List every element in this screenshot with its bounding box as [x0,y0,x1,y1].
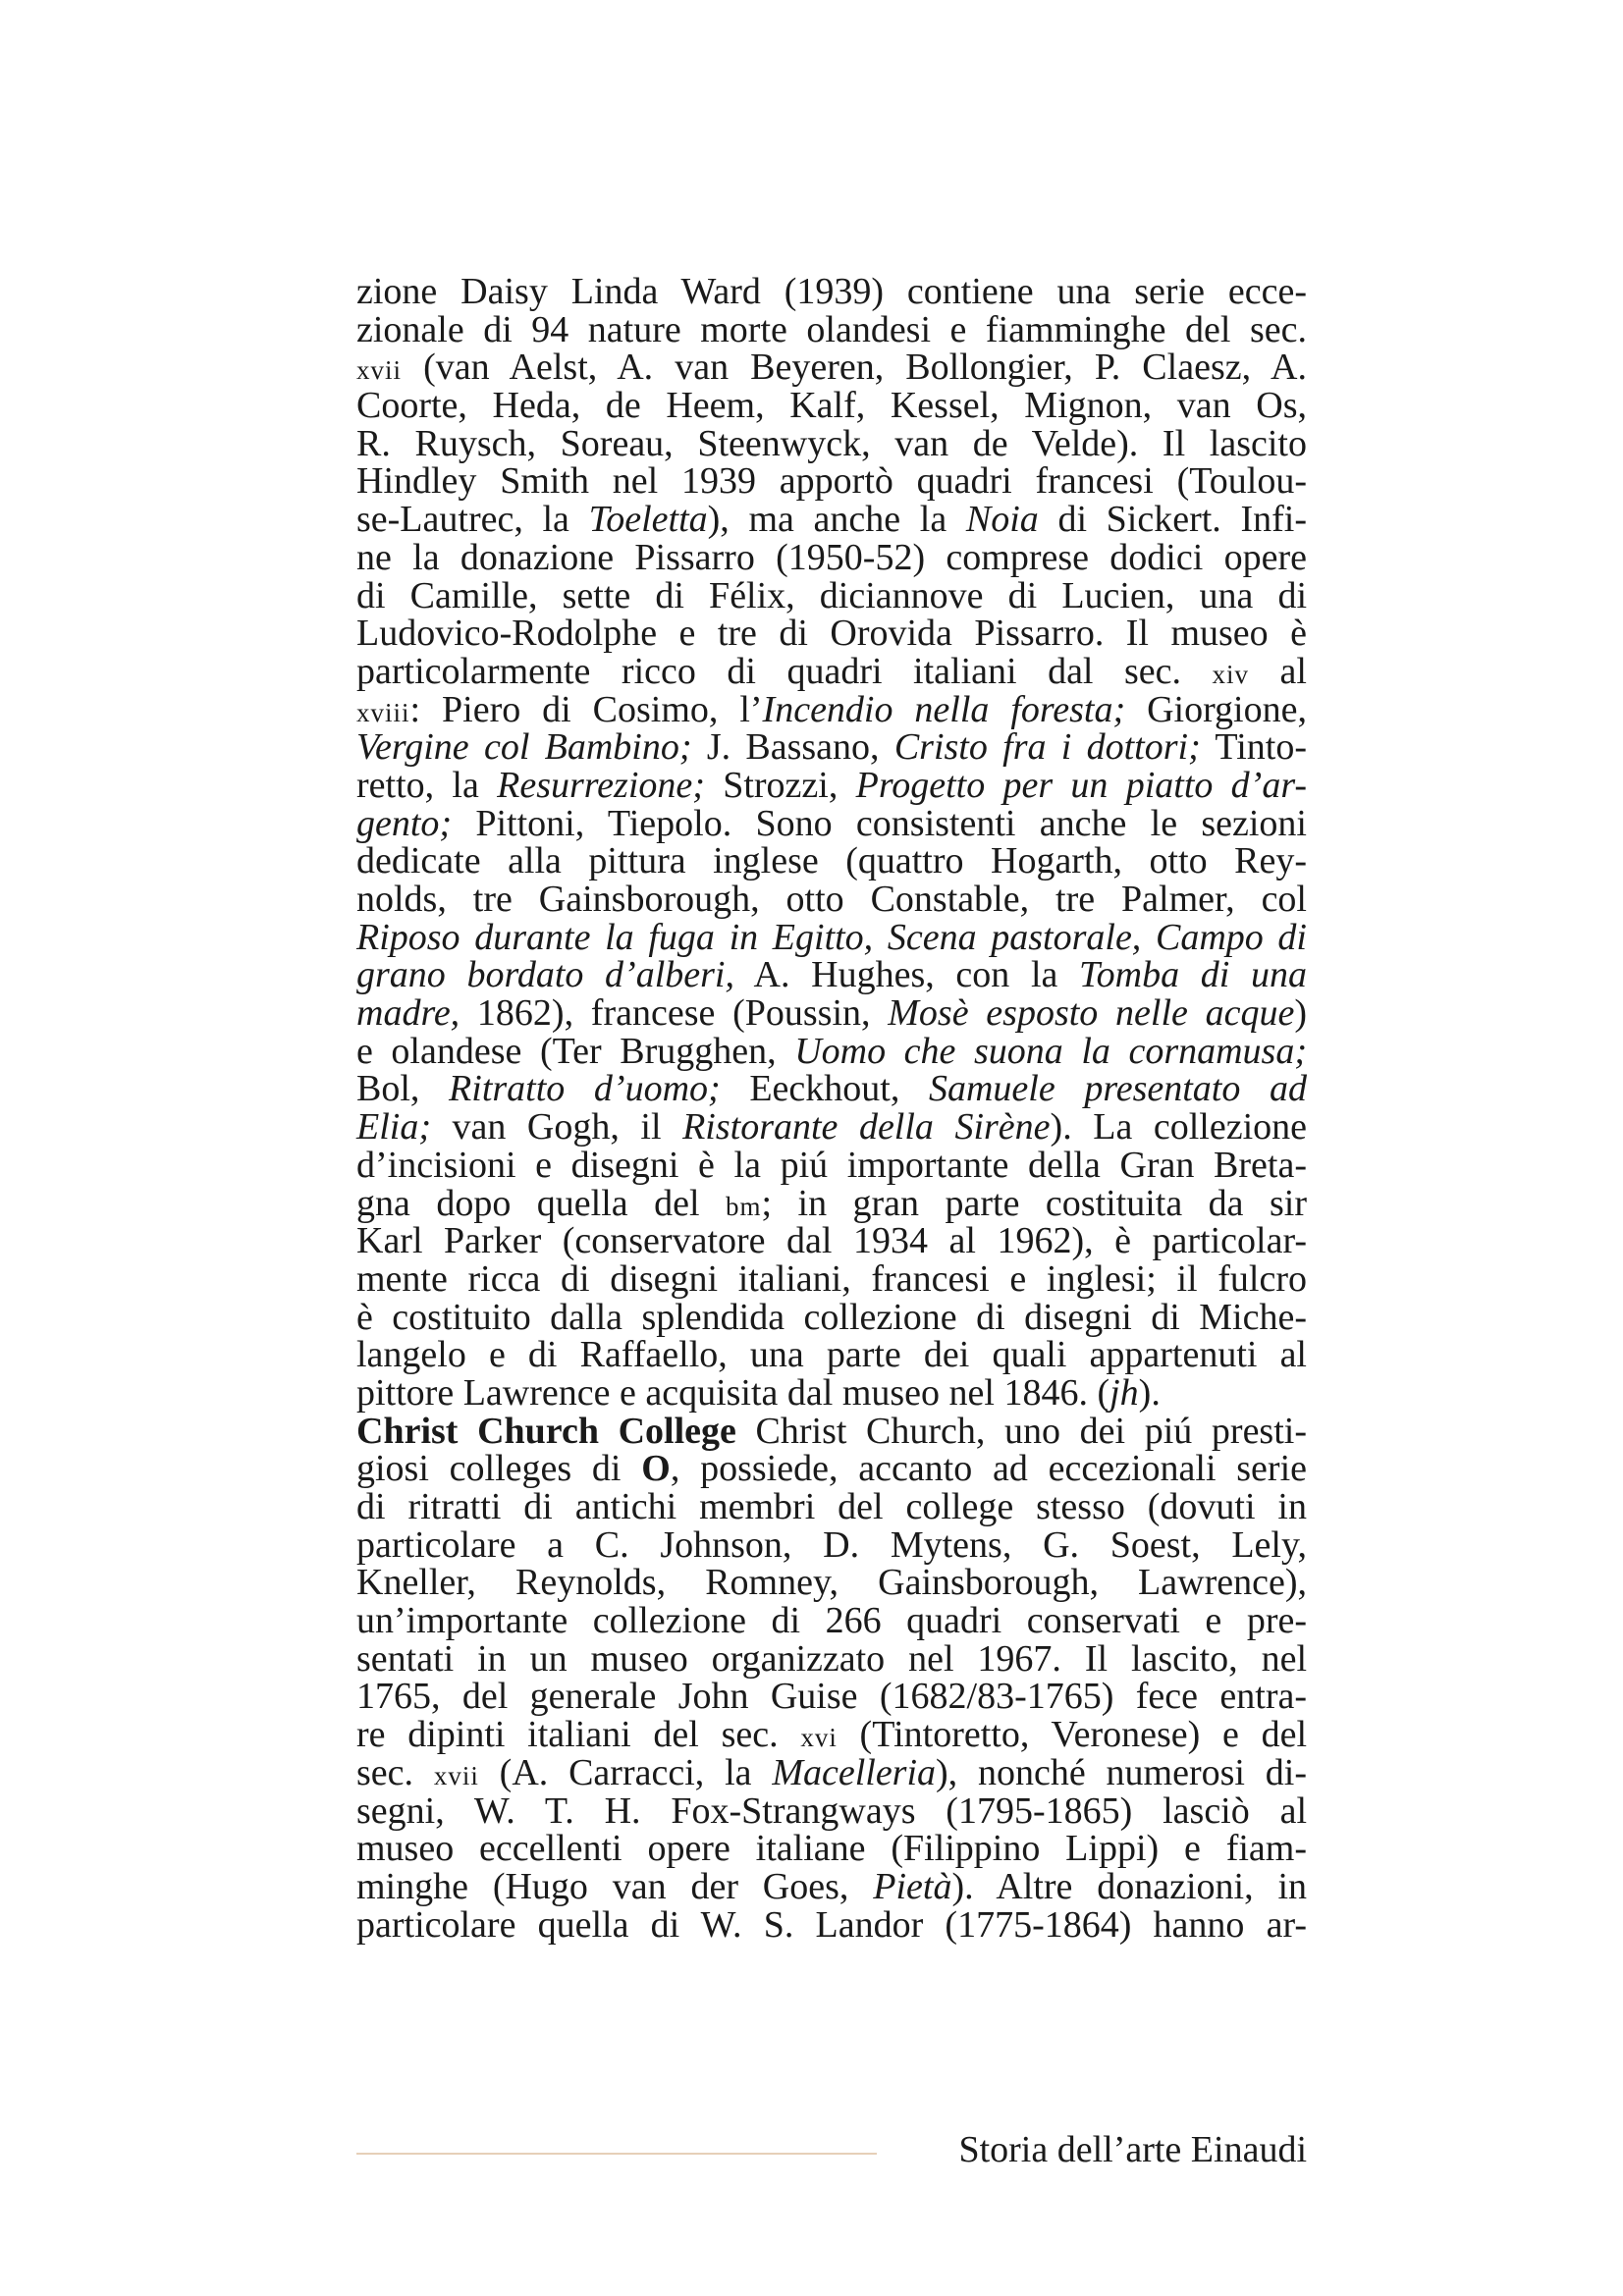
text-run: di Camille, sette di Félix, diciannove di Lucien, una di [356,574,1307,616]
text-line [356,1751,1307,1793]
text-line [356,348,1307,387]
text-run: Riposo durante la fuga in Egitto, Scena pastorale, Campo di [356,916,1307,958]
text-run: ne la donazione Pissarro (1950-52) comprese dodici opere [356,536,1307,578]
text-line [356,881,1307,919]
text-run: Ritratto d’uomo; [449,1068,721,1110]
footer-series-title: Storia dell’arte Einaudi [958,2129,1307,2170]
text-run: Pittoni, Tiepolo. Sono consistenti anche le sezioni [452,802,1307,844]
text-run: ; in gran parte costituita da sir [761,1182,1308,1224]
text-line [356,387,1307,425]
text-run: grano bordato d’alberi, [356,954,734,996]
text-line [356,273,1307,311]
text-run: Incendio nella foresta; [762,688,1126,730]
text-run: di ritratti di antichi membri del college stesso (dovuti in [356,1486,1307,1527]
text-run: gna dopo quella del [356,1182,726,1224]
text-run: e olandese (Ter Brugghen, [356,1030,795,1072]
text-line [356,614,1307,653]
text-run: Vergine col Bambino; [356,726,692,769]
body-text [356,273,1307,1944]
text-line [356,1903,1307,1946]
text-line [356,764,1308,806]
text-line [356,1410,1307,1452]
text-run: Pietà [873,1865,952,1907]
text-run: ). [1138,1371,1161,1414]
text-run: zionale di 94 nature morte olandesi e fiamminghe del sec. [356,308,1307,350]
text-line [356,501,1307,539]
text-run: Hindley Smith nel 1939 apportò quadri francesi (Toulou- [356,460,1307,503]
text-run: un’importante collezione di 266 quadri conservati e pre- [356,1600,1307,1642]
text-line [356,994,1307,1033]
text-run: Progetto per un piatto d’ar- [855,764,1308,806]
text-run: xvii [356,355,403,386]
text-run: pittore Lawrence e acquisita dal museo nel 1846. ( [356,1371,1110,1414]
text-run: langelo e di Raffaello, una parte dei quali appartenuti al [356,1334,1307,1376]
text-line [356,536,1307,578]
text-line [356,1222,1307,1260]
text-line [356,1296,1307,1338]
text-line [356,1144,1307,1186]
text-run: Eeckhout, [720,1068,929,1110]
text-line [356,802,1307,844]
text-run: minghe (Hugo van der Goes, [356,1865,874,1907]
text-run: (van Aelst, A. van Beyeren, Bollongier, P. Claesz, A. [402,347,1307,389]
text-run: xvi [800,1723,838,1753]
text-run: : Piero di Cosimo, l’ [409,688,763,730]
text-line [356,1257,1307,1300]
text-run: (A. Carracci, la [478,1751,773,1793]
text-line [356,308,1307,350]
text-run: Karl Parker (conservatore dal 1934 al 1962), è particolar- [356,1220,1307,1262]
text-run: re dipinti italiani del sec. [356,1714,801,1756]
text-run: particolare quella di W. S. Landor (1775-1864) hanno ar- [356,1903,1307,1946]
text-line [356,1070,1307,1108]
text-run: jh [1109,1371,1139,1414]
text-run: Uomo che suona la cornamusa; [794,1030,1307,1072]
text-run: Bol, [356,1068,450,1110]
text-line [356,422,1307,464]
text-run: giosi colleges di [356,1448,642,1490]
text-line [356,842,1307,881]
text-run: sec. [356,1751,434,1793]
text-run: xviii [356,697,410,727]
text-run: è costituito dalla splendida collezione di disegni di Miche- [356,1296,1307,1338]
text-run: O [641,1448,671,1490]
text-run: retto, la [356,764,498,806]
text-run: zione Daisy Linda Ward (1939) contiene una serie ecce- [356,271,1307,312]
text-run: Mosè esposto nelle acque [888,992,1295,1035]
text-run: Christ Church College [356,1410,736,1452]
text-run: Strozzi, [704,764,856,806]
text-run: xvii [433,1760,479,1790]
text-line [356,1789,1307,1832]
text-line [356,688,1307,730]
text-run: particolare a C. Johnson, D. Mytens, G. Soest, Lely, [356,1523,1307,1566]
text-run: Giorgione, [1125,688,1307,730]
text-run: Toeletta [588,499,708,541]
text-line [356,1182,1308,1224]
text-run: Macelleria [772,1751,937,1793]
text-run: , possiede, accanto ad eccezionali serie [670,1448,1308,1490]
footer-rule [356,2153,877,2155]
text-run: ) [1294,992,1308,1035]
text-run: di Sickert. Infi- [1038,499,1307,541]
text-run: madre, [356,992,460,1035]
text-run: Christ Church, uno dei piú presti- [735,1410,1307,1452]
text-line [356,1865,1308,1907]
text-run: Elia; [356,1106,431,1148]
text-run: 1765, del generale John Guise (1682/83-1765) fece entra- [356,1676,1307,1718]
text-run: dedicate alla pittura inglese (quattro Hogarth, otto Rey- [356,840,1307,882]
text-line [356,1523,1307,1566]
text-line [356,1108,1307,1147]
text-run: Tinto- [1200,726,1307,769]
text-line [356,1830,1307,1868]
text-run: museo eccellenti opere italiane (Filippino Lippi) e fiam- [356,1828,1307,1870]
text-run: al [1249,650,1307,692]
text-run: ). La collezione [1050,1106,1307,1148]
text-run: van Gogh, il [430,1106,683,1148]
text-run: ). Altre donazioni, in [951,1865,1308,1907]
text-line [356,1450,1307,1488]
text-run: particolarmente ricco di quadri italiani dal sec. [356,650,1213,692]
text-run: (Tintoretto, Veronese) e del [837,1714,1308,1756]
text-line [356,1564,1307,1602]
text-run: Coorte, Heda, de Heem, Kalf, Kessel, Mignon, van Os, [356,385,1307,427]
text-run: 1862), francese (Poussin, [460,992,889,1035]
text-run: gento; [356,802,453,844]
text-line [356,1678,1307,1716]
text-run: Cristo fra i dottori; [893,726,1201,769]
text-run: sentati in un museo organizzato nel 1967. Il lascito, nel [356,1637,1307,1680]
text-line [356,1371,1307,1414]
text-run: se-Lautrec, la [356,499,589,541]
text-run: R. Ruysch, Soreau, Steenwyck, van de Velde). Il lascito [356,422,1307,464]
text-line [356,1336,1307,1374]
text-line [356,1602,1307,1640]
text-run: Resurrezione; [497,764,705,806]
text-line [356,574,1307,616]
text-line [356,956,1307,994]
text-run: A. Hughes, con la [733,954,1080,996]
text-run: Kneller, Reynolds, Romney, Gainsborough, Lawrence), [356,1562,1307,1604]
text-run: J. Bassano, [691,726,894,769]
text-run: Samuele presentato ad [928,1068,1307,1110]
text-line [356,462,1307,501]
text-run: nolds, tre Gainsborough, otto Constable, tre Palmer, col [356,879,1307,920]
text-line [356,1030,1307,1072]
text-run: bm [725,1191,762,1221]
text-run: d’incisioni e disegni è la piú importante della Gran Breta- [356,1144,1307,1186]
text-run: xiv [1212,659,1250,689]
text-run: Tomba di una [1079,954,1307,996]
text-run: mente ricca di disegni italiani, francesi e inglesi; il fulcro [356,1257,1307,1300]
text-run: Noia [965,499,1039,541]
text-line [356,1716,1307,1754]
text-run: ), ma anche la [707,499,966,541]
text-line [356,1637,1307,1680]
text-run: segni, W. T. H. Fox-Strangways (1795-1865) lasciò al [356,1789,1307,1832]
text-line [356,728,1307,767]
text-line [356,650,1307,692]
text-line [356,916,1307,958]
text-line [356,1488,1307,1526]
text-run: Ristorante della Sirène [682,1106,1051,1148]
text-run: Ludovico-Rodolphe e tre di Orovida Pissarro. Il museo è [356,613,1307,655]
text-run: ), nonché numerosi di- [936,1751,1307,1793]
